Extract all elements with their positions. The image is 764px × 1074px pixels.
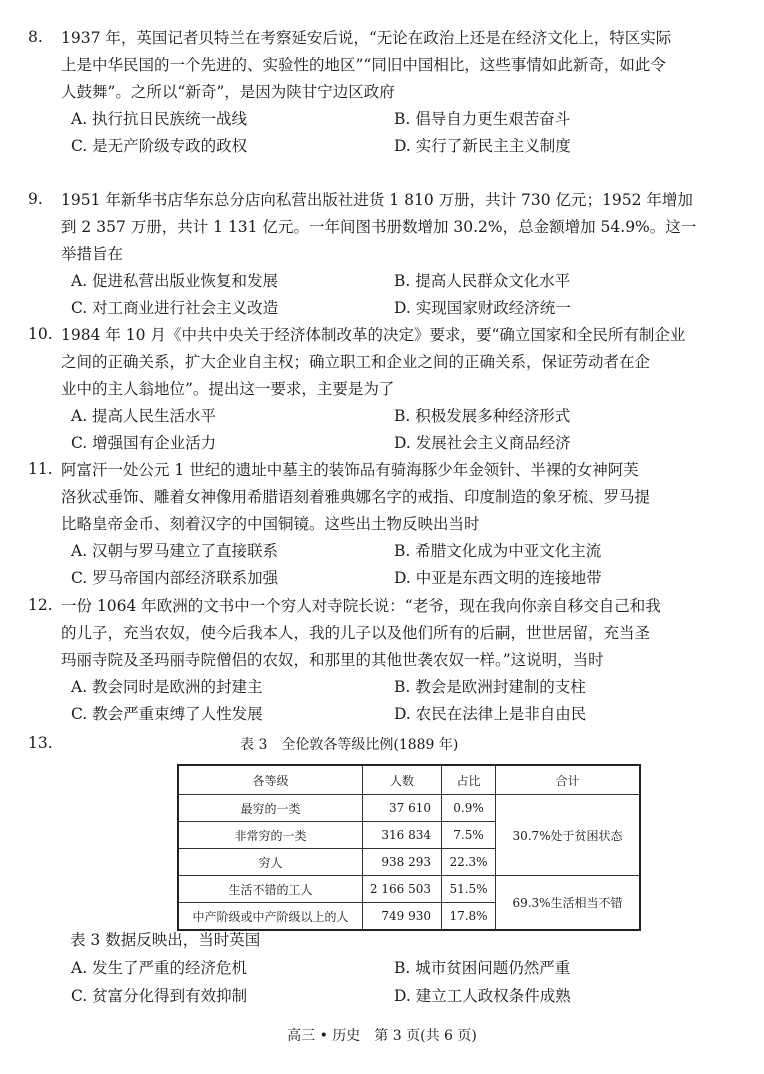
option-b: B. 提高人民群众文化水平 xyxy=(394,272,571,290)
option-a: A. 发生了严重的经济危机 xyxy=(71,959,248,977)
table-header: 各等级 xyxy=(178,765,363,795)
option-b: B. 教会是欧洲封建制的支柱 xyxy=(394,678,586,696)
question-number: 12. xyxy=(28,596,53,614)
page-footer: 高三 • 历史 第 3 页(共 6 页) xyxy=(287,1028,477,1044)
question-stem-line: 1937 年，英国记者贝特兰在考察延安后说，“无论在政治上还是在经济文化上，特区实际 xyxy=(61,29,672,47)
table-cell: 非常穷的一类 xyxy=(178,822,363,849)
question-stem-line: 1984 年 10 月《中共中央关于经济体制改革的决定》要求，要“确立国家和全民所有制企业 xyxy=(61,326,686,344)
option-c: C. 是无产阶级专政的政权 xyxy=(71,137,248,155)
table-cell: 2 166 503 xyxy=(363,876,442,903)
question-stem-line: 的儿子，充当农奴，使今后我本人，我的儿子以及他们所有的后嗣，世世居留，充当圣 xyxy=(61,624,651,642)
option-a: A. 教会同时是欧洲的封建主 xyxy=(71,678,263,696)
table-header-row xyxy=(178,765,640,795)
question-number: 11. xyxy=(28,460,53,478)
question-stem-line: 一份 1064 年欧洲的文书中一个穷人对寺院长说：“老爷，现在我向你亲自移交自己和我 xyxy=(61,597,661,615)
option-a: A. 汉朝与罗马建立了直接联系 xyxy=(71,542,279,560)
option-b: B. 希腊文化成为中亚文化主流 xyxy=(394,542,602,560)
table-cell: 749 930 xyxy=(363,903,442,931)
table-cell: 37 610 xyxy=(363,795,442,822)
table-cell: 7.5% xyxy=(442,822,496,849)
question-stem-line: 到 2 357 万册，共计 1 131 亿元。一年间图书册数增加 30.2%，总金额增加 54.9%。这一 xyxy=(61,218,697,236)
question-stem-line: 洛狄忒垂饰、雕着女神像用希腊语刻着雅典娜名字的戒指、印度制造的象牙梳、罗马提 xyxy=(61,488,651,506)
table-cell: 51.5% xyxy=(442,876,496,903)
table-cell: 22.3% xyxy=(442,849,496,876)
option-b: B. 倡导自力更生艰苦奋斗 xyxy=(394,110,571,128)
option-c: C. 贫富分化得到有效抑制 xyxy=(71,987,248,1005)
option-c: C. 教会严重束缚了人性发展 xyxy=(71,705,263,723)
question-stem-line: 上是中华民国的一个先进的、实验性的地区”“同旧中国相比，这些事情如此新奇，如此令 xyxy=(61,56,666,74)
table-cell: 316 834 xyxy=(363,822,442,849)
question-stem-line: 阿富汗一处公元 1 世纪的遗址中墓主的装饰品有骑海豚少年金领针、半裸的女神阿芙 xyxy=(61,461,639,479)
option-d: D. 实行了新民主主义制度 xyxy=(394,137,571,155)
table-row xyxy=(178,876,640,903)
option-d: D. 实现国家财政经济统一 xyxy=(394,299,571,317)
question-stem-line: 玛丽寺院及圣玛丽寺院僧侣的农奴，和那里的其他世袭农奴一样。”这说明，当时 xyxy=(61,651,604,669)
question-stem-line: 人鼓舞”。之所以“新奇”，是因为陕甘宁边区政府 xyxy=(61,83,395,101)
question-number: 13. xyxy=(28,734,53,752)
table-cell: 938 293 xyxy=(363,849,442,876)
option-d: D. 建立工人政权条件成熟 xyxy=(394,987,571,1005)
table-row xyxy=(178,795,640,822)
option-b: B. 城市贫困问题仍然严重 xyxy=(394,959,571,977)
table-cell: 0.9% xyxy=(442,795,496,822)
option-b: B. 积极发展多种经济形式 xyxy=(394,407,571,425)
question-stem-line: 表 3 数据反映出，当时英国 xyxy=(70,931,261,949)
question-number: 9. xyxy=(28,190,43,208)
option-c: C. 增强国有企业活力 xyxy=(71,434,217,452)
question-stem-line: 比略皇帝金币、刻着汉字的中国铜镜。这些出土物反映出当时 xyxy=(61,515,480,533)
question-number: 8. xyxy=(28,28,43,46)
data-table xyxy=(177,764,641,931)
option-c: C. 罗马帝国内部经济联系加强 xyxy=(71,569,279,587)
table-caption: 表 3 全伦敦各等级比例(1889 年) xyxy=(240,737,459,753)
question-stem-line: 业中的主人翁地位”。提出这一要求，主要是为了 xyxy=(61,380,395,398)
option-d: D. 农民在法律上是非自由民 xyxy=(394,705,587,723)
option-d: D. 发展社会主义商品经济 xyxy=(394,434,571,452)
question-stem-line: 之间的正确关系，扩大企业自主权；确立职工和企业之间的正确关系，保证劳动者在企 xyxy=(61,353,651,371)
option-a: A. 促进私营出版业恢复和发展 xyxy=(71,272,279,290)
question-stem-line: 1951 年新华书店华东总分店向私营出版社进货 1 810 万册，共计 730 亿元；1952 年增加 xyxy=(61,191,693,209)
table-cell: 17.8% xyxy=(442,903,496,931)
option-a: A. 提高人民生活水平 xyxy=(71,407,217,425)
question-stem-line: 举措旨在 xyxy=(61,245,124,263)
option-c: C. 对工商业进行社会主义改造 xyxy=(71,299,279,317)
option-a: A. 执行抗日民族统一战线 xyxy=(71,110,248,128)
table-cell: 穷人 xyxy=(178,849,363,876)
option-d: D. 中亚是东西文明的连接地带 xyxy=(394,569,602,587)
table-cell: 最穷的一类 xyxy=(178,795,363,822)
table-cell: 中产阶级或中产阶级以上的人 xyxy=(178,903,363,931)
table-header: 合计 xyxy=(496,765,641,795)
table-cell: 生活不错的工人 xyxy=(178,876,363,903)
table-total-cell: 69.3%生活相当不错 xyxy=(496,876,641,931)
question-number: 10. xyxy=(28,325,53,343)
table-header: 人数 xyxy=(363,765,442,795)
table-total-cell: 30.7%处于贫困状态 xyxy=(496,795,641,876)
table-header: 占比 xyxy=(442,765,496,795)
